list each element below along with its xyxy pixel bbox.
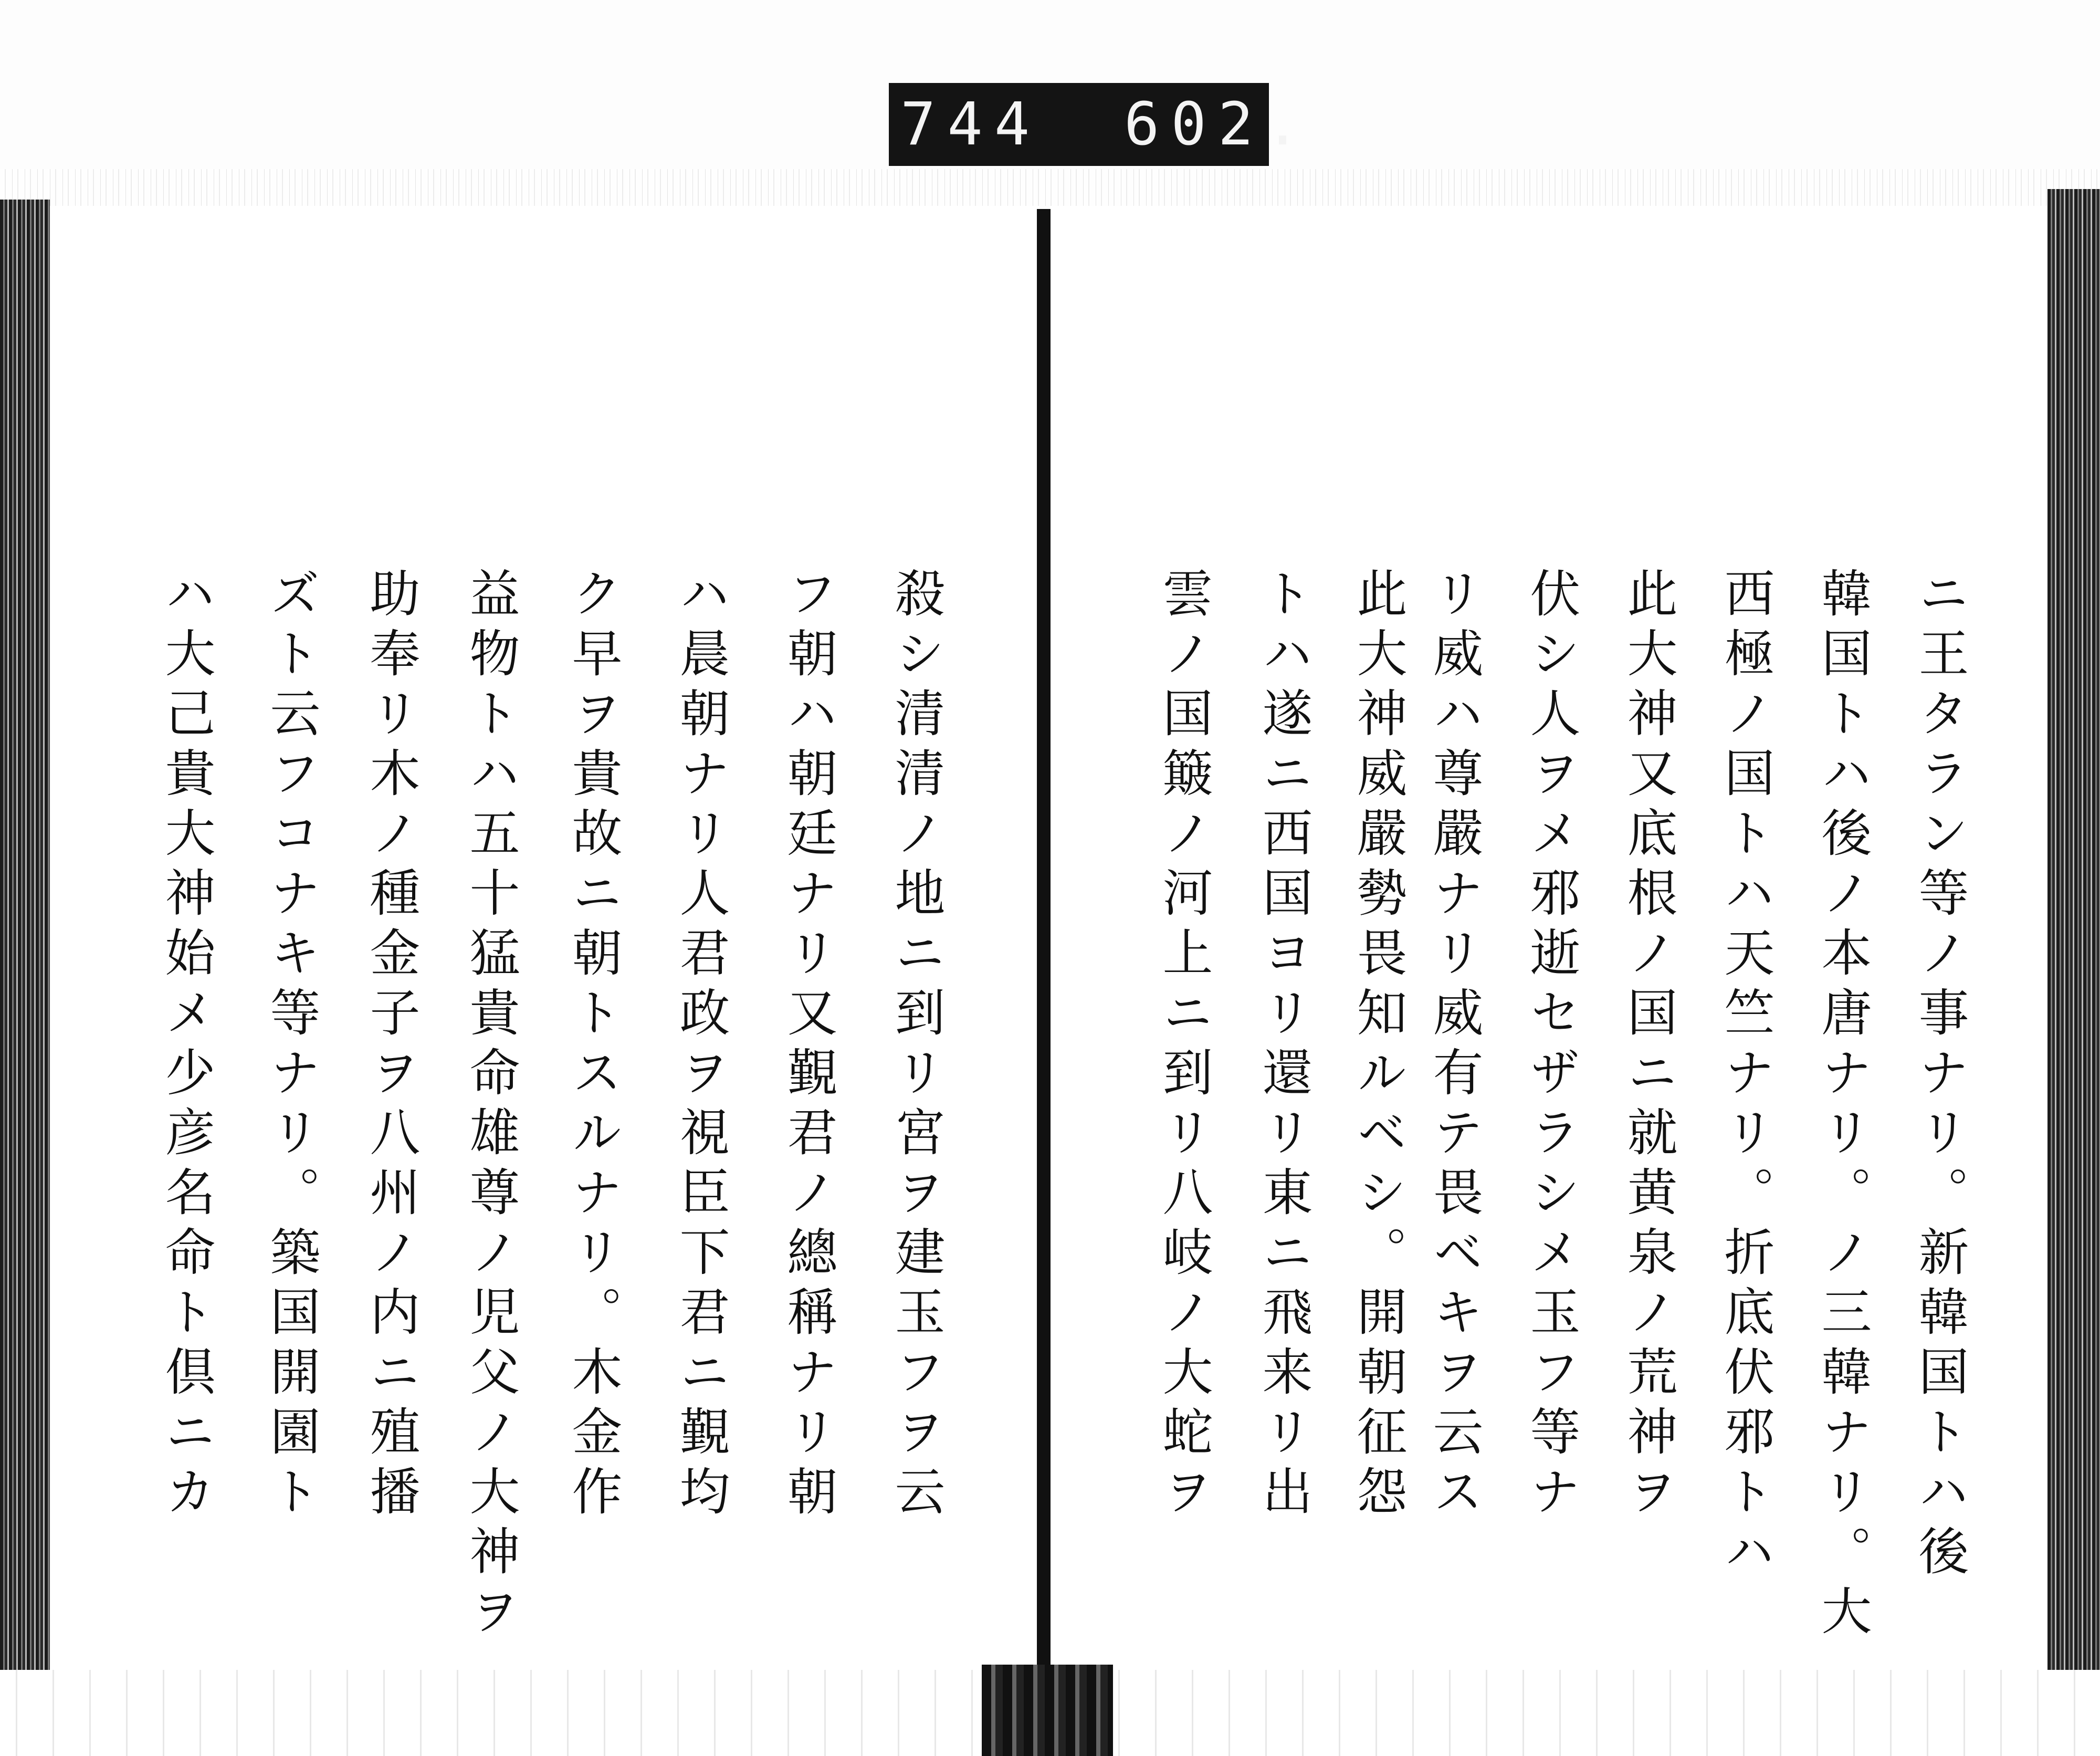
left-book-edge [0,200,50,1756]
text-column: 伏シ人ヲメ邪逝セザラシメ玉フ等ナ [1522,567,1581,1525]
text-column: ハ大己貴大神始メ少彦名命ト倶ニカ [157,567,216,1525]
text-column: 韓国トハ後ノ本唐ナリ。ノ三韓ナリ。大 [1813,567,1872,1645]
text-column: 此大神威嚴勢畏知ルベシ。開朝征怨 [1349,567,1408,1525]
text-column: リ威ハ尊嚴ナリ威有テ畏ベキヲ云ス [1425,567,1484,1525]
text-column: 此大神又底根ノ国ニ就黄泉ノ荒神ヲ [1619,567,1678,1525]
catalog-number-right: 602. [1124,90,1312,159]
text-column: 雲ノ国簸ノ河上ニ到リ八岐ノ大蛇ヲ [1154,567,1213,1525]
text-column: フ朝ハ朝廷ナリ又覲君ノ總稱ナリ朝 [779,567,838,1525]
book-gutter [1037,209,1051,1711]
gutter-base [982,1665,1113,1756]
right-book-edge [2048,189,2100,1745]
top-margin-noise [0,169,2100,206]
catalog-number-label [889,83,1312,166]
text-column: 助奉リ木ノ種金子ヲ八州ノ内ニ殖播 [362,567,421,1525]
text-column: ハ晨朝ナリ人君政ヲ視臣下君ニ覲均 [671,567,730,1525]
catalog-number-left: 744 [900,90,1042,159]
text-column: ク早ヲ貴故ニ朝トスルナリ。木金作 [564,567,623,1525]
text-column: 西極ノ国トハ天竺ナリ。折底伏邪トハ [1716,567,1775,1585]
text-column: 殺シ清清ノ地ニ到リ宮ヲ建玉フヲ云 [887,567,946,1525]
text-column: トハ遂ニ西国ヨリ還リ東ニ飛来リ出 [1254,567,1313,1525]
text-column: ズト云フコナキ等ナリ。築国開園ト [262,567,321,1525]
text-column: 益物トハ五十猛貴命雄尊ノ児父ノ大神ヲ [461,567,520,1645]
text-column: ニ王タラン等ノ事ナリ。新韓国トハ後 [1910,567,1969,1585]
